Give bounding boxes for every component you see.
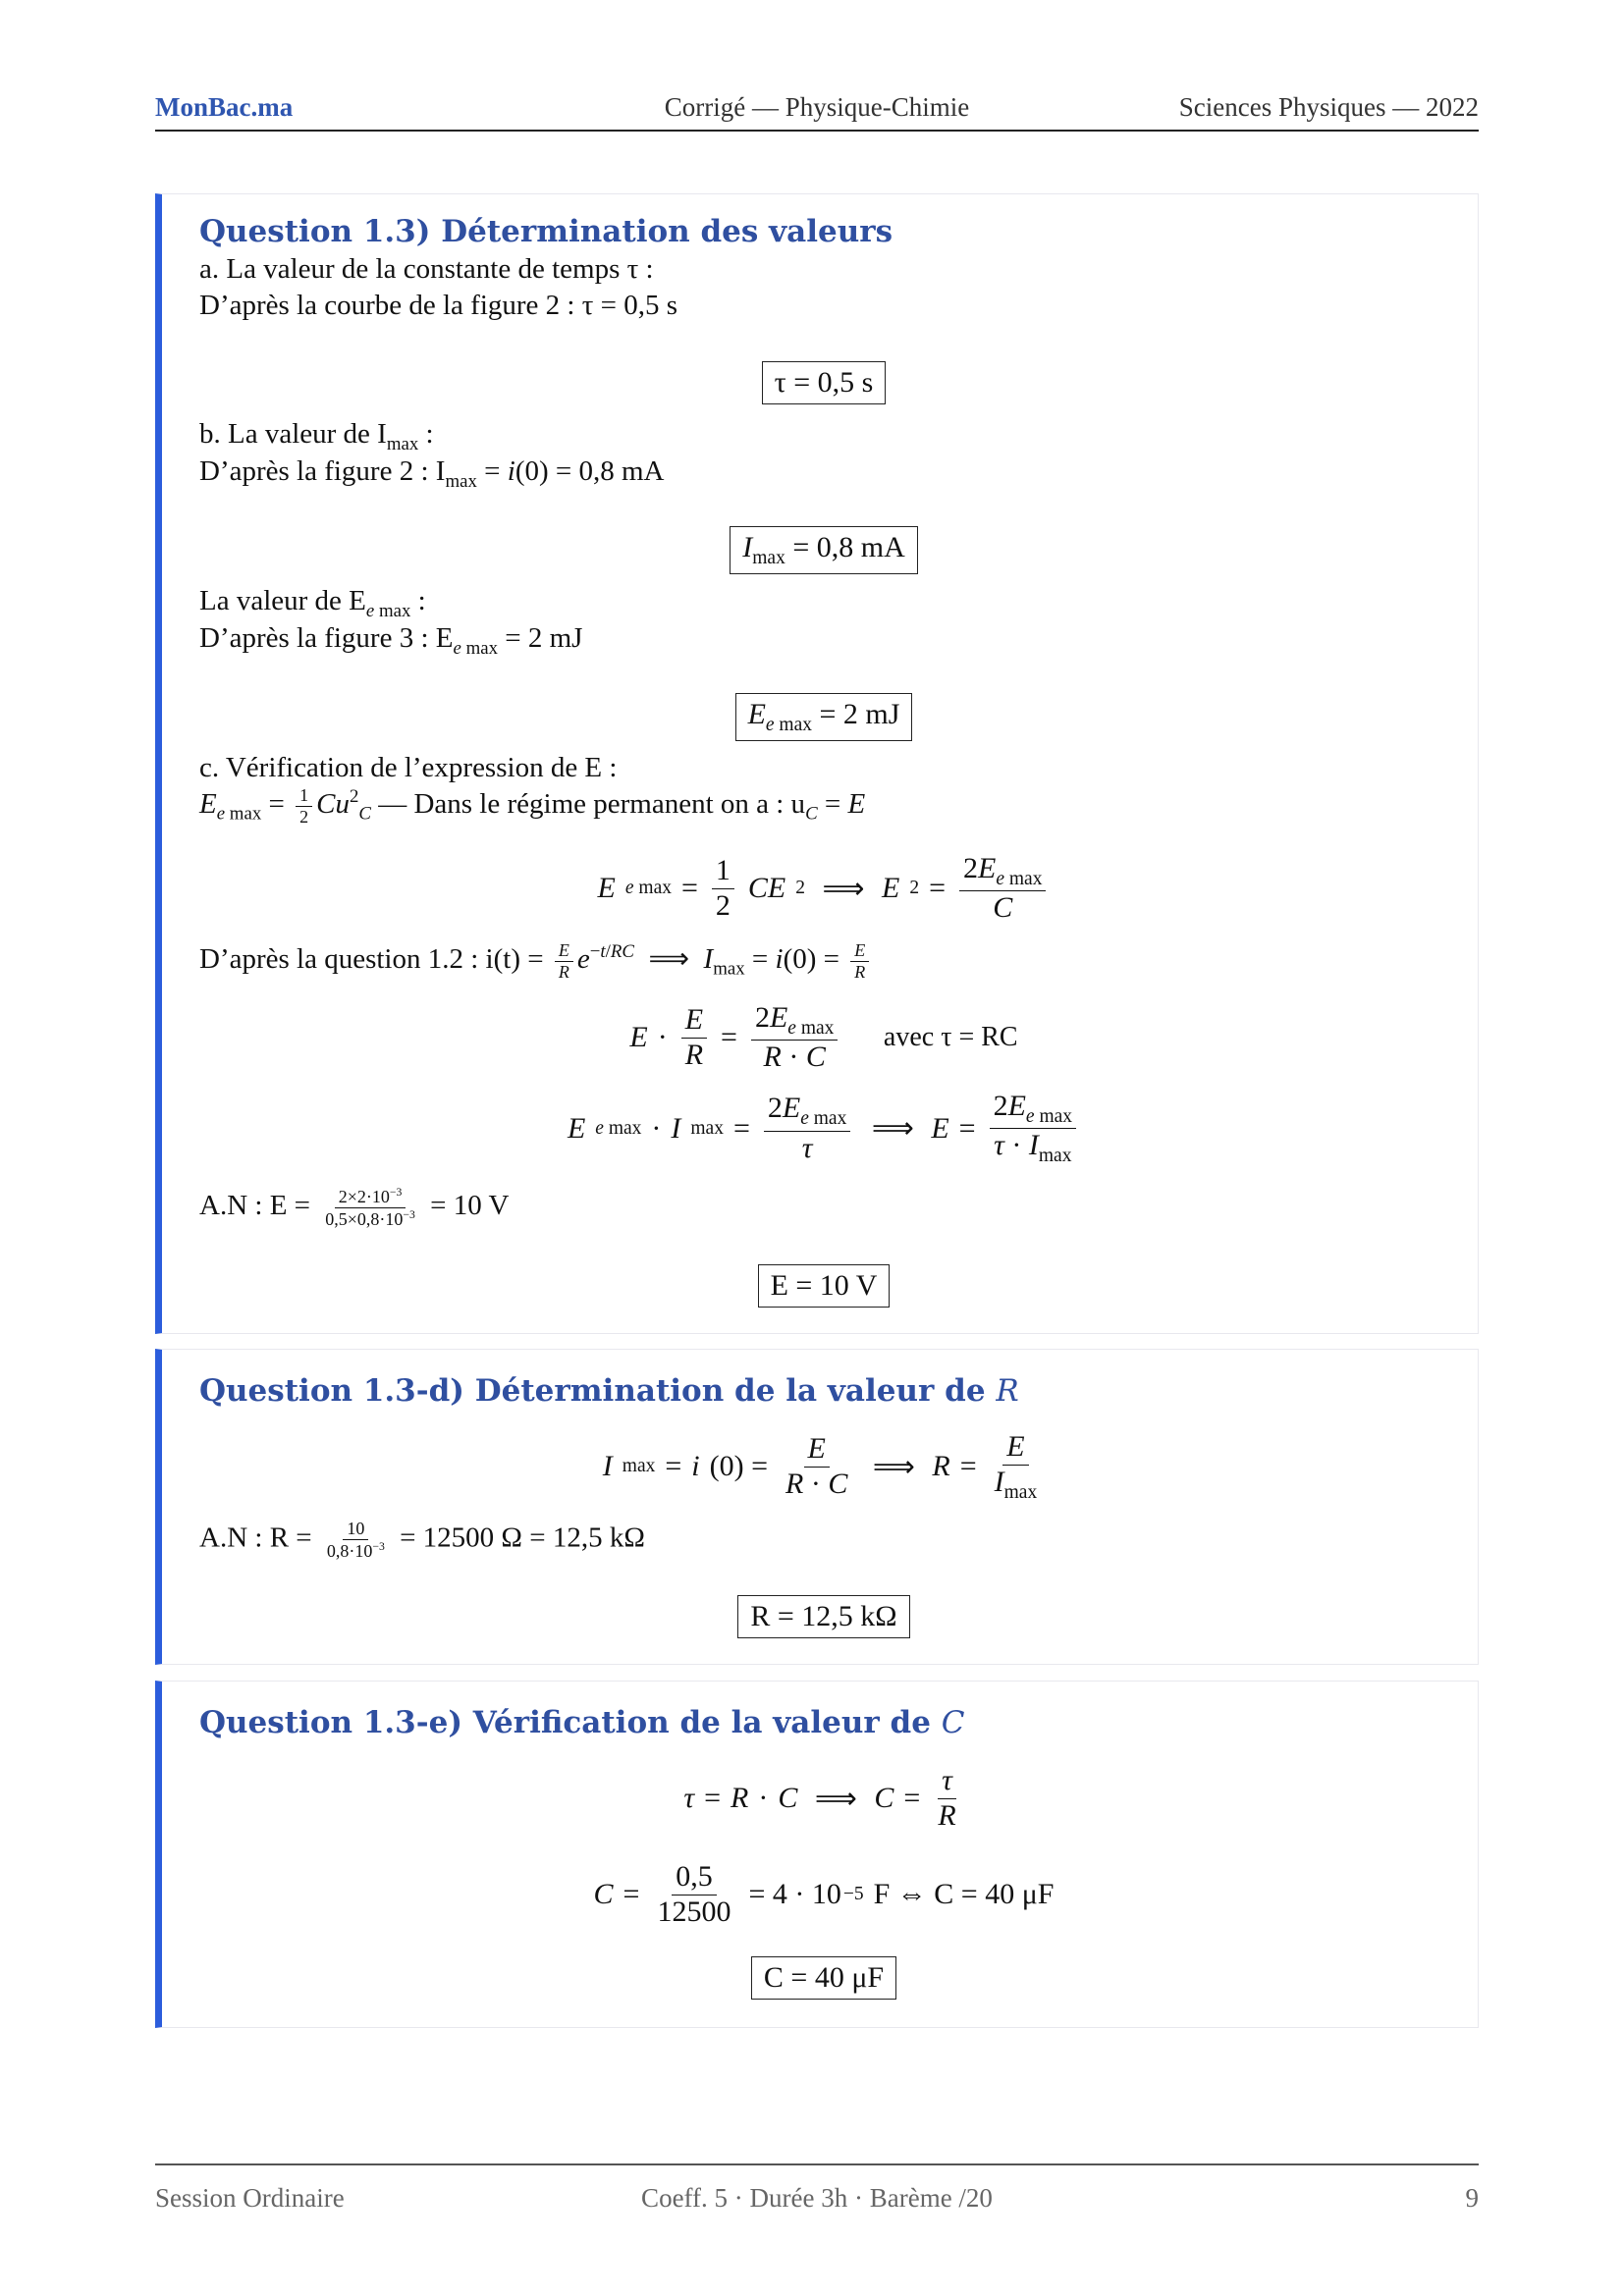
text-line: A.N : E = $\frac{2\times 2\cdot 10^{-3}}{0,5\times 0,8\cdot 10^{-3}}$ = 10 V bbox=[199, 1186, 510, 1229]
section-title: Question 1.3-e) Vérification de la valeur de C bbox=[199, 1705, 965, 1740]
text-line: c. Vérification de l’expression de E : bbox=[199, 752, 618, 783]
text-line: $E_{e max}$ = $\frac{1}{2}$ $Cu^2_C$ — Dans le régime permanent on a : $u_C = E$ bbox=[199, 785, 866, 827]
equation-e: E e max · I max = $\frac{2E_{e max}}{\tau}$ ⟹ E = $\frac{2E_{e max}}{\tau \cdot I_{max}}$ bbox=[199, 1090, 1448, 1168]
boxed-result-emax: $E_{e max} = 2$ mJ bbox=[199, 693, 1448, 741]
text-line: D’après la question 1.2 : i(t) = $\frac{E}{R}$ $e^{-t/RC}$ ⟹ $I_{max} = i(0)$ = $\frac{E}{R}$ bbox=[199, 940, 873, 982]
brand-logo: MonBac.ma bbox=[155, 92, 294, 122]
text-line: La valeur de $E_{e max}$ : bbox=[199, 585, 426, 621]
text-line: b. La valeur de $I_{max}$ : bbox=[199, 418, 434, 454]
equation-c: τ = R · C ⟹ C = $\frac{\tau}{R}$ bbox=[683, 1764, 956, 1832]
text-line: D’après la figure 3 : $E_{e max} = 2$ mJ bbox=[199, 622, 583, 659]
section-title: Question 1.3) Détermination des valeurs bbox=[199, 214, 893, 249]
text-line: A.N : R = $\frac{10}{0,8\cdot 10^{-3}}$ = 12500 Ω = 12,5 kΩ bbox=[199, 1519, 645, 1561]
equation-e-r: E · $\frac{E}{R}$ = $\frac{2E_{e max}}{R \cdot C}$ avec τ = RC bbox=[629, 1001, 1018, 1074]
section-title: Question 1.3-d) Détermination de la valeur de R bbox=[199, 1373, 1019, 1409]
text-line: D’après la figure 2 : $I_{max} = i(0) = 0,8$ mA bbox=[199, 455, 665, 492]
text-line: a. La valeur de la constante de temps τ : bbox=[199, 253, 654, 285]
footer-info: Coeff. 5 · Durée 3h · Barème /20 bbox=[641, 2183, 993, 2213]
header-subject: Corrigé — Physique-Chimie bbox=[664, 92, 970, 122]
boxed-result-c: C = 40 μF bbox=[199, 1956, 1448, 2000]
page-footer bbox=[155, 2163, 1479, 2213]
header-exam: Sciences Physiques — 2022 bbox=[1178, 92, 1479, 122]
page-header bbox=[155, 90, 1479, 132]
boxed-result-tau: τ = 0,5 s bbox=[199, 361, 1448, 404]
footer-session: Session Ordinaire bbox=[155, 2183, 345, 2213]
equation-emax: E e max = $\frac{1}{2}$ CE 2 ⟹ E 2 = $\frac{2E_{e max}}{C}$ bbox=[199, 852, 1448, 926]
page-number: 9 bbox=[1465, 2183, 1479, 2213]
equation-c-value: C = $\frac{0,5}{12500}$ = 4 · 10 −5 F ⇔ C = 40 μF bbox=[593, 1860, 1055, 1928]
question-1-3-box bbox=[155, 193, 1479, 1334]
boxed-result-imax: $I_{max} = 0,8$ mA bbox=[199, 526, 1448, 574]
question-1-3-e-box bbox=[155, 1681, 1479, 2028]
text-line: D’après la courbe de la figure 2 : τ = 0,5 s bbox=[199, 290, 678, 321]
boxed-result-r: R = 12,5 kΩ bbox=[199, 1595, 1448, 1638]
equation-r: I max = i (0) = $\frac{E}{R \cdot C}$ ⟹ R = $\frac{E}{I_{max}}$ bbox=[602, 1430, 1038, 1503]
boxed-result-e: E = 10 V bbox=[199, 1264, 1448, 1308]
question-1-3-d-box bbox=[155, 1349, 1479, 1665]
